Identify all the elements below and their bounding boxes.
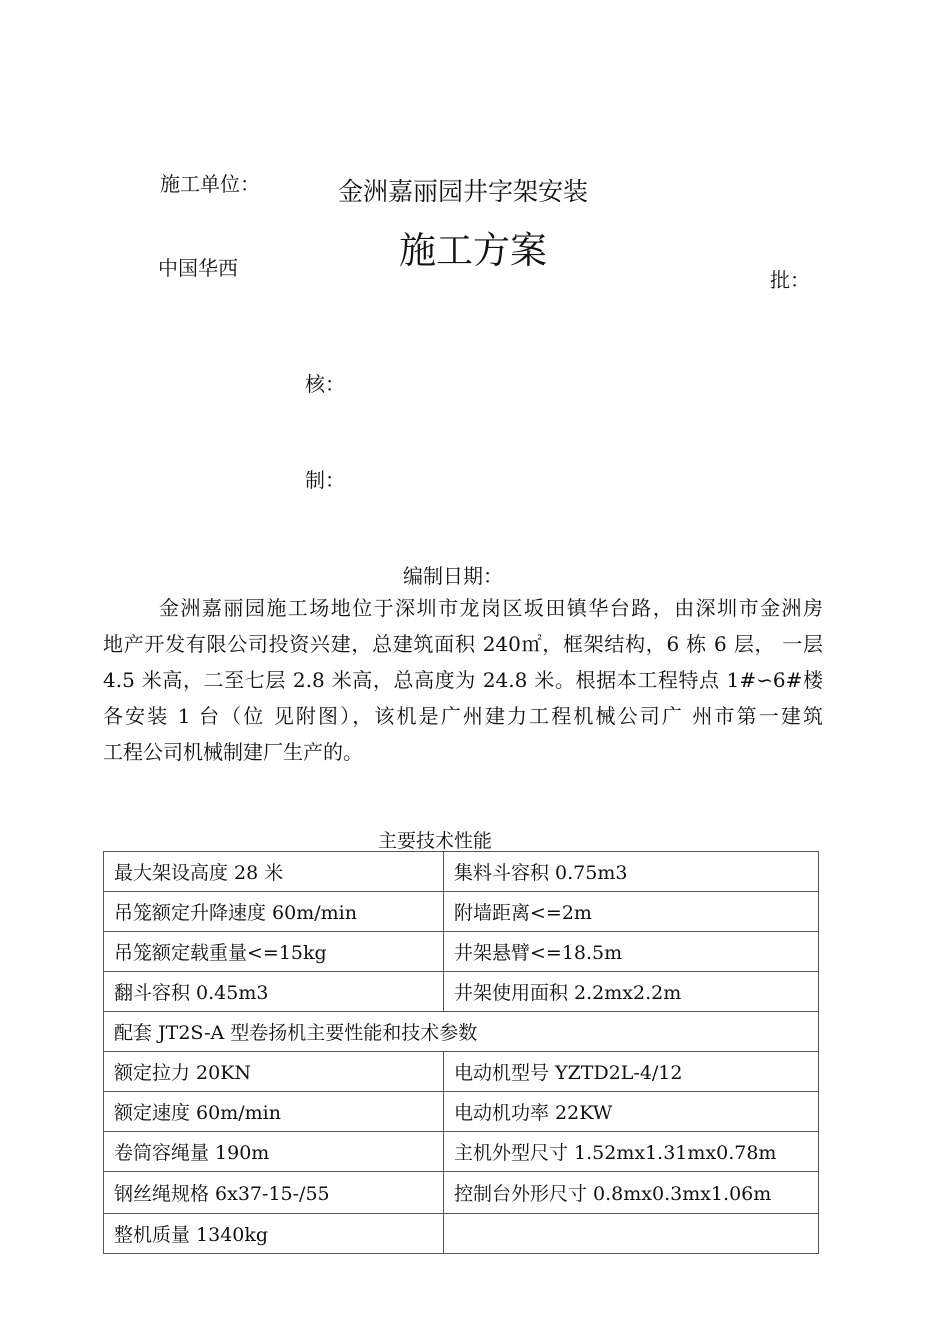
table-cell: 整机质量 1340kg [104, 1214, 444, 1254]
table-cell: 额定拉力 20KN [104, 1052, 444, 1092]
title-line1: 金洲嘉丽园井字架安装 [338, 177, 589, 206]
table-row [104, 852, 819, 892]
table-cell: 额定速度 60m/min [104, 1092, 444, 1132]
compile-date-label: 编制日期： [403, 564, 503, 588]
table-row [104, 1092, 819, 1132]
table-row [104, 1012, 819, 1052]
table-cell: 翻斗容积 0.45m3 [104, 972, 444, 1012]
table-row [104, 1214, 819, 1254]
table-cell [444, 1214, 819, 1254]
table-cell: 控制台外形尺寸 0.8mx0.3mx1.06m [444, 1172, 819, 1214]
table-row [104, 972, 819, 1012]
table-cell: 集料斗容积 0.75m3 [444, 852, 819, 892]
review-label: 核： [305, 372, 345, 396]
intro-line: 地产开发有限公司投资兴建，总建筑面积 240㎡，框架结构，6 栋 6 层， 一层 [103, 632, 823, 656]
table-cell: 井架悬臂<=18.5m [444, 932, 819, 972]
compile-label: 制： [305, 468, 345, 492]
table-cell: 卷筒容绳量 190m [104, 1132, 444, 1172]
spec-table [103, 851, 819, 1254]
construction-unit-label: 施工单位： [160, 172, 260, 196]
construction-unit-value: 中国华西 [158, 256, 238, 280]
table-row [104, 1132, 819, 1172]
table-cell: 附墙距离<=2m [444, 892, 819, 932]
table-row [104, 1052, 819, 1092]
table-section-header: 配套 JT2S-A 型卷扬机主要性能和技术参数 [104, 1012, 819, 1052]
intro-line: 金洲嘉丽园施工场地位于深圳市龙岗区坂田镇华台路，由深圳市金洲房 [159, 596, 823, 620]
table-cell: 钢丝绳规格 6x37-15-/55 [104, 1172, 444, 1214]
table-row [104, 932, 819, 972]
intro-line: 各安装 1 台（位 见附图），该机是广州建力工程机械公司广 州市第一建筑 [103, 704, 823, 728]
table-cell: 最大架设高度 28 米 [104, 852, 444, 892]
table-cell: 电动机功率 22KW [444, 1092, 819, 1132]
table-row [104, 1172, 819, 1214]
table-cell: 吊笼额定载重量<=15kg [104, 932, 444, 972]
table-row [104, 892, 819, 932]
page-title: 施工方案 [399, 229, 547, 272]
intro-paragraph [103, 590, 823, 770]
intro-line: 工程公司机械制建厂生产的。 [103, 740, 363, 764]
table-cell: 电动机型号 YZTD2L-4/12 [444, 1052, 819, 1092]
intro-line: 4.5 米高，二至七层 2.8 米高，总高度为 24.8 米。根据本工程特点 1#∽6#楼 [103, 668, 823, 692]
table-cell: 井架使用面积 2.2mx2.2m [444, 972, 819, 1012]
table-cell: 吊笼额定升降速度 60m/min [104, 892, 444, 932]
table-cell: 主机外型尺寸 1.52mx1.31mx0.78m [444, 1132, 819, 1172]
approve-label: 批： [770, 268, 810, 292]
table-caption: 主要技术性能 [378, 830, 493, 852]
